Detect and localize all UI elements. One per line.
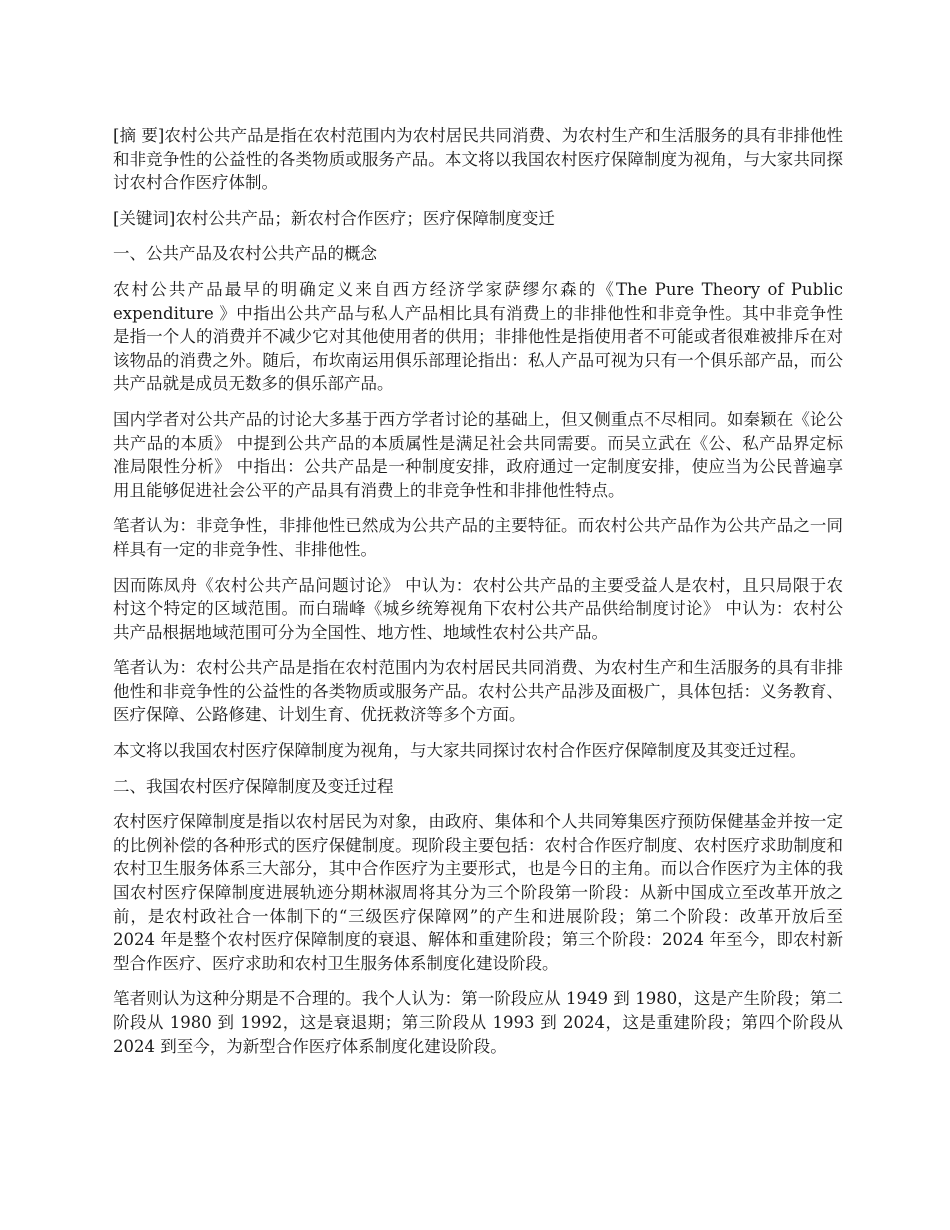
section-heading-2: 二、我国农村医疗保障制度及变迁过程 <box>113 776 394 796</box>
body-paragraph-1: 农村公共产品最早的明确定义来自西方经济学家萨缪尔森的《The Pure Theory of Public expenditure 》中指出公共产品与私人产品相比具有消费上的非排他性和非竞争性。其中非竞争性是指一个人的消费并不减少它对其他使用者的供用；非排他性是指使用者不可能或者很难被排斥在对该物品的消费之外。随后，布坎南运用俱乐部理论指出：私人产品可视为只有一个俱乐部产品，而公共产品就是成员无数多的俱乐部产品。 <box>113 279 843 394</box>
body-paragraph-3: 笔者认为：非竞争性，非排他性已然成为公共产品的主要特征。而农村公共产品作为公共产品之一同样具有一定的非竞争性、非排他性。 <box>113 516 843 559</box>
body-paragraph-6: 本文将以我国农村医疗保障制度为视角，与大家共同探讨农村合作医疗保障制度及其变迁过程。 <box>113 741 806 761</box>
body-paragraph-5: 笔者认为：农村公共产品是指在农村范围内为农村居民共同消费、为农村生产和生活服务的具有非排他性和非竞争性的公益性的各类物质或服务产品。农村公共产品涉及面极广，具体包括：义务教育、医疗保障、公路修建、计划生育、优抚救济等多个方面。 <box>113 658 843 725</box>
body-paragraph-2: 国内学者对公共产品的讨论大多基于西方学者讨论的基础上，但又侧重点不尽相同。如秦颖在《论公共产品的本质》 中提到公共产品的本质属性是满足社会共同需要。而吴立武在《公、私产品界定标准局限性分析》 中指出：公共产品是一种制度安排，政府通过一定制度安排，使应当为公民普遍享用且能够促进社会公平的产品具有消费上的非竞争性和非排他性特点。 <box>113 409 843 500</box>
abstract-paragraph: [摘 要]农村公共产品是指在农村范围内为农村居民共同消费、为农村生产和生活服务的具有非排他性和非竞争性的公益性的各类物质或服务产品。本文将以我国农村医疗保障制度为视角，与大家共同探讨农村合作医疗体制。 <box>113 126 843 193</box>
body-paragraph-8: 笔者则认为这种分期是不合理的。我个人认为：第一阶段应从 1949 到 1980，这是产生阶段；第二阶段从 1980 到 1992，这是衰退期；第三阶段从 1993 到 2024，这是重建阶段；第四个阶段从 2024 到至今，为新型合作医疗体系制度化建设阶段。 <box>113 989 843 1056</box>
keywords-paragraph: [关键词]农村公共产品；新农村合作医疗；医疗保障制度变迁 <box>113 208 555 228</box>
body-paragraph-7: 农村医疗保障制度是指以农村居民为对象，由政府、集体和个人共同筹集医疗预防保健基金并按一定的比例补偿的各种形式的医疗保健制度。现阶段主要包括：农村合作医疗制度、农村医疗求助制度和农村卫生服务体系三大部分，其中合作医疗为主要形式，也是今日的主角。而以合作医疗为主体的我国农村医疗保障制度进展轨迹分期林淑周将其分为三个阶段第一阶段：从新中国成立至改革开放之前，是农村政社合一体制下的“三级医疗保障网”的产生和进展阶段；第二个阶段：改革开放后至 2024 年是整个农村医疗保障制度的衰退、解体和重建阶段；第三个阶段：2024 年至今，即农村新型合作医疗、医疗求助和农村卫生服务体系制度化建设阶段。 <box>113 812 843 973</box>
body-paragraph-4: 因而陈凤舟《农村公共产品问题讨论》 中认为：农村公共产品的主要受益人是农村，且只局限于农村这个特定的区域范围。而白瑞峰《城乡统筹视角下农村公共产品供给制度讨论》 中认为：农村公共产品根据地域范围可分为全国性、地方性、地域性农村公共产品。 <box>113 575 843 642</box>
section-heading-1: 一、公共产品及农村公共产品的概念 <box>113 244 377 264</box>
document-body <box>113 124 843 1070</box>
